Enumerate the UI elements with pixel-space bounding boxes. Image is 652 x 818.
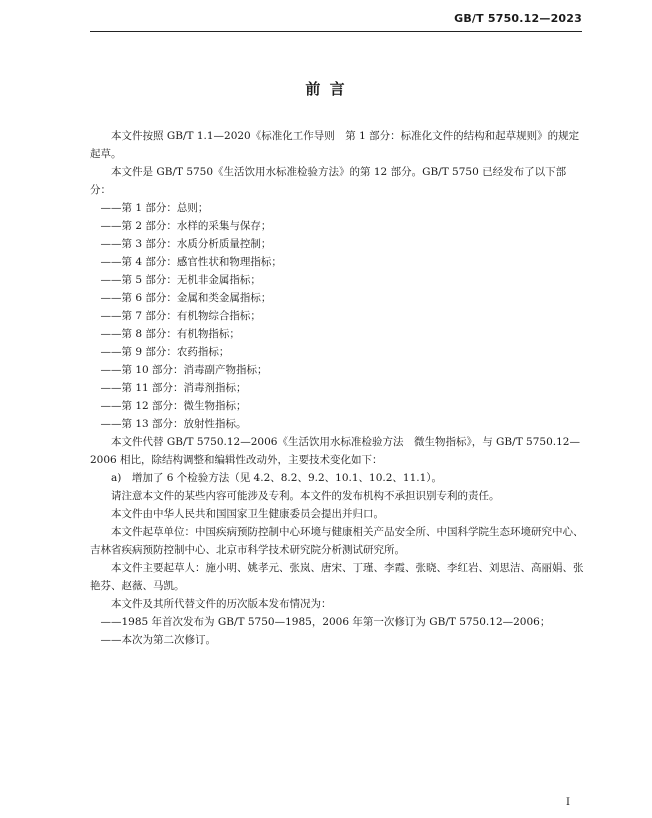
paragraph: 本文件起草单位：中国疾病预防控制中心环境与健康相关产品安全所、中国科学院生态环境研究中心、吉林省疾病预防控制中心、北京市科学技术研究院分析测试研究所。 xyxy=(90,526,584,556)
list-item: ——第 12 部分：微生物指标； xyxy=(100,400,247,412)
paragraph: 本文件是 GB/T 5750《生活饮用水标准检验方法》的第 12 部分。GB/T 5750 已经发布了以下部分： xyxy=(90,166,567,196)
page-number: I xyxy=(566,797,570,808)
list-item: ——第 6 部分：金属和类金属指标； xyxy=(100,292,272,304)
enumerated-item: a) 增加了 6 个检验方法（见 4.2、8.2、9.2、10.1、10.2、11.1）。 xyxy=(111,472,443,484)
header-divider xyxy=(90,31,582,32)
standard-code: GB/T 5750.12—2023 xyxy=(454,12,582,25)
list-item: ——第 13 部分：放射性指标。 xyxy=(100,418,247,430)
document-body xyxy=(90,127,584,649)
list-item: ——第 8 部分：有机物指标； xyxy=(100,328,240,340)
list-item: ——1985 年首次发布为 GB/T 5750—1985，2006 年第一次修订为 GB/T 5750.12—2006； xyxy=(100,616,551,628)
paragraph: 本文件主要起草人：施小明、姚孝元、张岚、唐宋、丁瑾、李霞、张晓、李红岩、刘思洁、高丽娟、张艳芬、赵薇、马凯。 xyxy=(90,562,584,592)
paragraph: 本文件及其所代替文件的历次版本发布情况为： xyxy=(111,598,332,610)
list-item: ——第 2 部分：水样的采集与保存； xyxy=(100,220,272,232)
page-title: 前 言 xyxy=(305,80,347,98)
paragraph: 请注意本文件的某些内容可能涉及专利。本文件的发布机构不承担识别专利的责任。 xyxy=(111,490,500,502)
paragraph: 本文件按照 GB/T 1.1—2020《标准化工作导则 第 1 部分：标准化文件的结构和起草规则》的规定起草。 xyxy=(90,130,580,160)
list-item: ——第 9 部分：农药指标； xyxy=(100,346,230,358)
list-item: ——第 5 部分：无机非金属指标； xyxy=(100,274,261,286)
list-item: ——第 10 部分：消毒副产物指标； xyxy=(100,364,268,376)
paragraph: 本文件代替 GB/T 5750.12—2006《生活饮用水标准检验方法 微生物指标》，与 GB/T 5750.12—2006 相比，除结构调整和编辑性改动外，主要技术变化如下： xyxy=(90,436,580,466)
list-item: ——第 4 部分：感官性状和物理指标； xyxy=(100,256,282,268)
list-item: ——第 11 部分：消毒剂指标； xyxy=(100,382,247,394)
list-item: ——本次为第二次修订。 xyxy=(100,634,216,646)
list-item: ——第 3 部分：水质分析质量控制； xyxy=(100,238,272,250)
paragraph: 本文件由中华人民共和国国家卫生健康委员会提出并归口。 xyxy=(111,508,384,520)
list-item: ——第 7 部分：有机物综合指标； xyxy=(100,310,261,322)
list-item: ——第 1 部分：总则； xyxy=(100,202,209,214)
